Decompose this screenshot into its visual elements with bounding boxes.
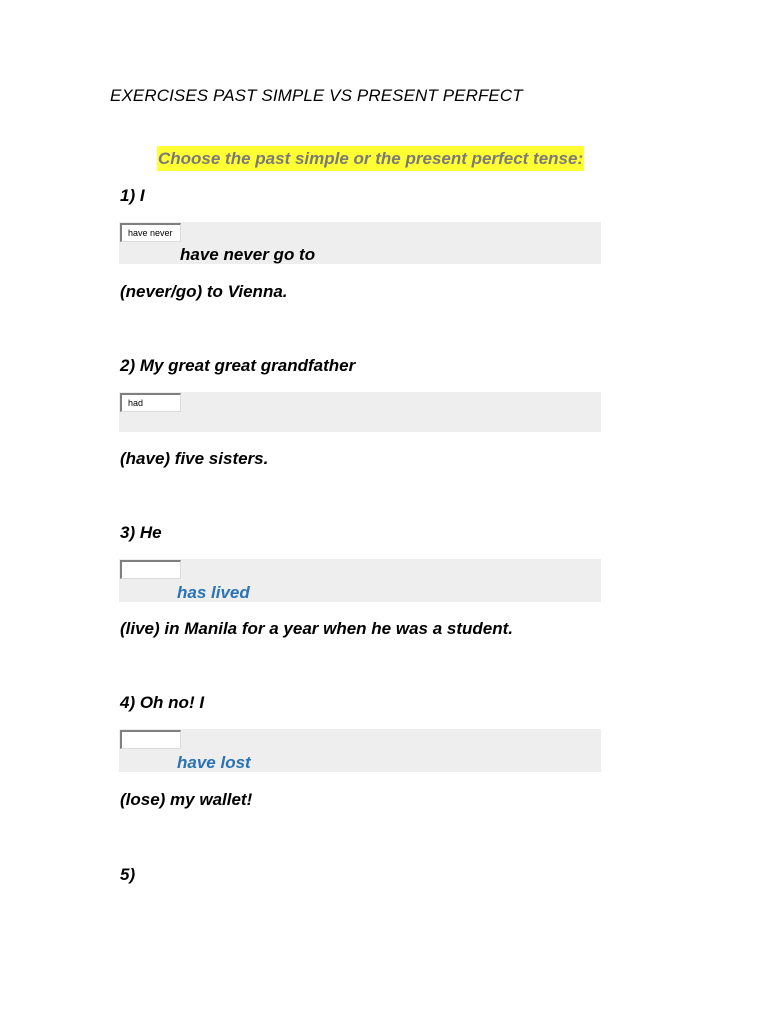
question-4-prefix: 4) Oh no! I: [120, 693, 205, 712]
page-title: EXERCISES PAST SIMPLE VS PRESENT PERFECT: [110, 86, 523, 105]
question-2-input[interactable]: had: [120, 393, 181, 412]
question-4-answer: have lost: [177, 753, 251, 772]
question-1-input[interactable]: have never: [120, 223, 181, 242]
question-3-input[interactable]: [120, 560, 181, 579]
question-3-suffix: (live) in Manila for a year when he was a student.: [120, 619, 513, 638]
question-5-prefix: 5): [120, 865, 136, 884]
question-4-input[interactable]: [120, 730, 181, 749]
question-2-suffix: (have) five sisters.: [120, 449, 269, 468]
question-4-answer-area: [119, 729, 601, 772]
question-1-suffix: (never/go) to Vienna.: [120, 282, 288, 301]
question-3-prefix: 3) He: [120, 523, 162, 542]
question-3-answer: has lived: [177, 583, 250, 602]
question-1-prefix: 1) I: [120, 186, 145, 205]
question-1-answer: have never go to: [180, 245, 316, 264]
question-2-answer-area: [119, 392, 601, 432]
question-1-answer-area: [119, 222, 601, 264]
question-2-prefix: 2) My great great grandfather: [120, 356, 356, 375]
question-4-suffix: (lose) my wallet!: [120, 790, 253, 809]
instruction-text: Choose the past simple or the present perfect tense:: [157, 146, 584, 171]
question-3-answer-area: [119, 559, 601, 602]
